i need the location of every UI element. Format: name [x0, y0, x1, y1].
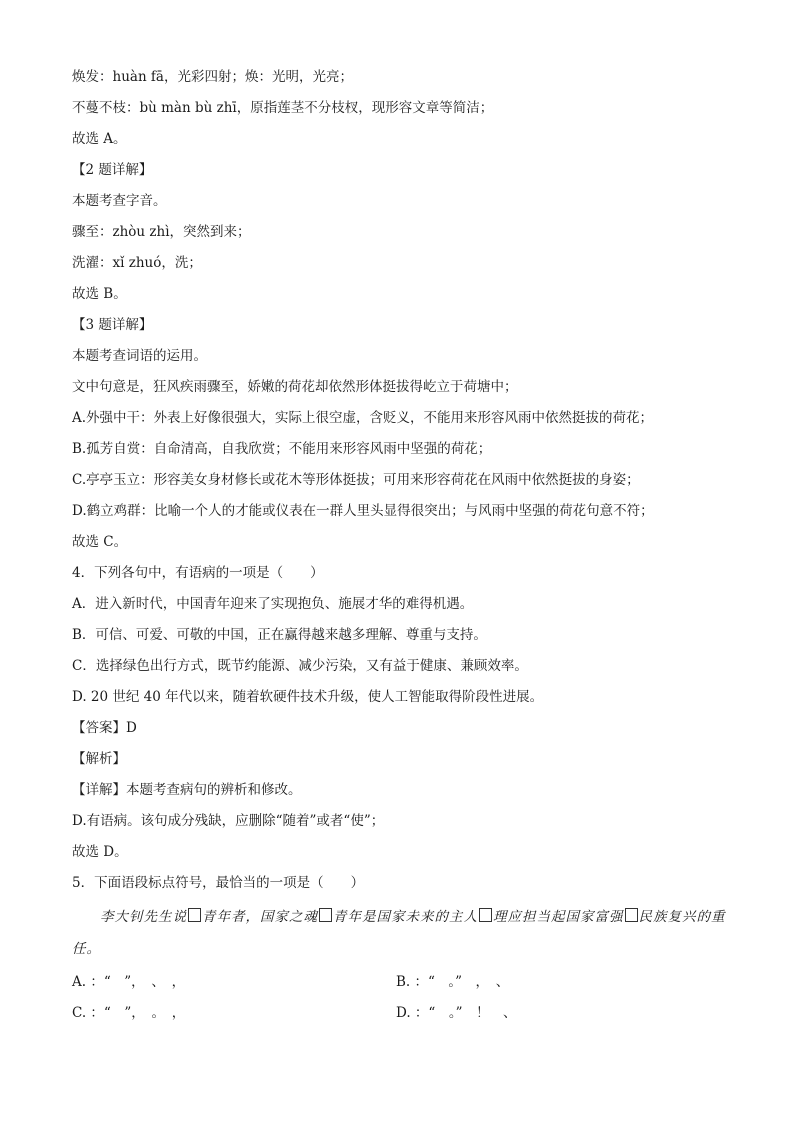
text-line: 焕发：huàn fā，光彩四射；焕：光明，光亮；: [72, 69, 353, 85]
text-line: D.鹤立鸡群：比喻一个人的才能或仪表在一群人里头显得很突出；与风雨中坚强的荷花句意不符；: [72, 503, 654, 519]
option-d: D. ：“ 。” ！ 、: [396, 1005, 517, 1021]
blank-box: [625, 908, 638, 922]
text-line: 本题考查字音。: [72, 193, 167, 209]
passage-part: 青年是国家未来的主人: [333, 909, 478, 925]
text-line: 故选 B。: [72, 286, 127, 302]
text-line: A.外强中干：外表上好像很强大，实际上很空虚，含贬义，不能用来形容风雨中依然挺拔的荷花；: [72, 410, 654, 426]
blank-box: [319, 908, 332, 922]
answer-line: 【答案】D: [72, 720, 137, 736]
text-line: B.孤芳自赏：自命清高，自我欣赏；不能用来形容风雨中坚强的荷花；: [72, 441, 492, 457]
option-c: C. ：“ ”， 。 ，: [72, 1005, 186, 1021]
option-b: B. ：“ 。” ， 、: [396, 974, 510, 990]
text-line: 骤至：zhòu zhì，突然到来；: [72, 224, 251, 240]
choice-c: C．选择绿色出行方式，既节约能源、减少污染，又有益于健康、兼顾效率。: [72, 658, 528, 674]
choice-a: A．进入新时代，中国青年迎来了实现抱负、施展才华的难得机遇。: [72, 596, 474, 612]
text-line: D.有语病。该句成分残缺，应删除“随着”或者“使”；: [72, 813, 385, 829]
analysis-heading: 【解析】: [72, 751, 126, 767]
text-line: 不蔓不枝：bù màn bù zhī，原指莲茎不分枝杈，现形容文章等简洁；: [72, 100, 494, 116]
text-line: 本题考查词语的运用。: [72, 348, 207, 364]
text-line: 故选 A。: [72, 131, 127, 147]
passage-part: 李大钊先生说: [100, 909, 187, 925]
text-line: 故选 C。: [72, 534, 128, 550]
passage-part: 理应担当起国家富强: [493, 909, 624, 925]
passage-part: 青年者，国家之魂: [202, 909, 318, 925]
option-a: A. ：“ ”， 、 ，: [72, 974, 186, 990]
passage-part: 民族复兴的重: [638, 909, 726, 925]
blank-box: [479, 908, 492, 922]
text-line: C.亭亭玉立：形容美女身材修长或花木等形体挺拔；可用来形容荷花在风雨中依然挺拔的身姿；: [72, 472, 640, 488]
question-stem: 5．下面语段标点符号，最恰当的一项是（ ）: [72, 875, 365, 891]
section-heading: 【2 题详解】: [72, 162, 153, 178]
text-line: 故选 D。: [72, 844, 128, 860]
section-heading: 【3 题详解】: [72, 317, 153, 333]
text-line: 文中句意是，狂风疾雨骤至，娇嫩的荷花却依然形体挺拔得屹立于荷塘中；: [72, 379, 518, 395]
question-stem: 4．下列各句中，有语病的一项是（ ）: [72, 565, 324, 581]
choice-d: D. 20 世纪 40 年代以来，随着软硬件技术升级，使人工智能取得阶段性进展。: [72, 689, 544, 705]
passage-line: 任。: [72, 941, 101, 957]
passage-line: [100, 908, 726, 926]
blank-box: [188, 908, 201, 922]
choice-b: B．可信、可爱、可敬的中国，正在赢得越来越多理解、尊重与支持。: [72, 627, 487, 643]
text-line: 【详解】本题考查病句的辨析和修改。: [72, 782, 302, 798]
text-line: 洗濯：xǐ zhuó，洗；: [72, 255, 202, 271]
